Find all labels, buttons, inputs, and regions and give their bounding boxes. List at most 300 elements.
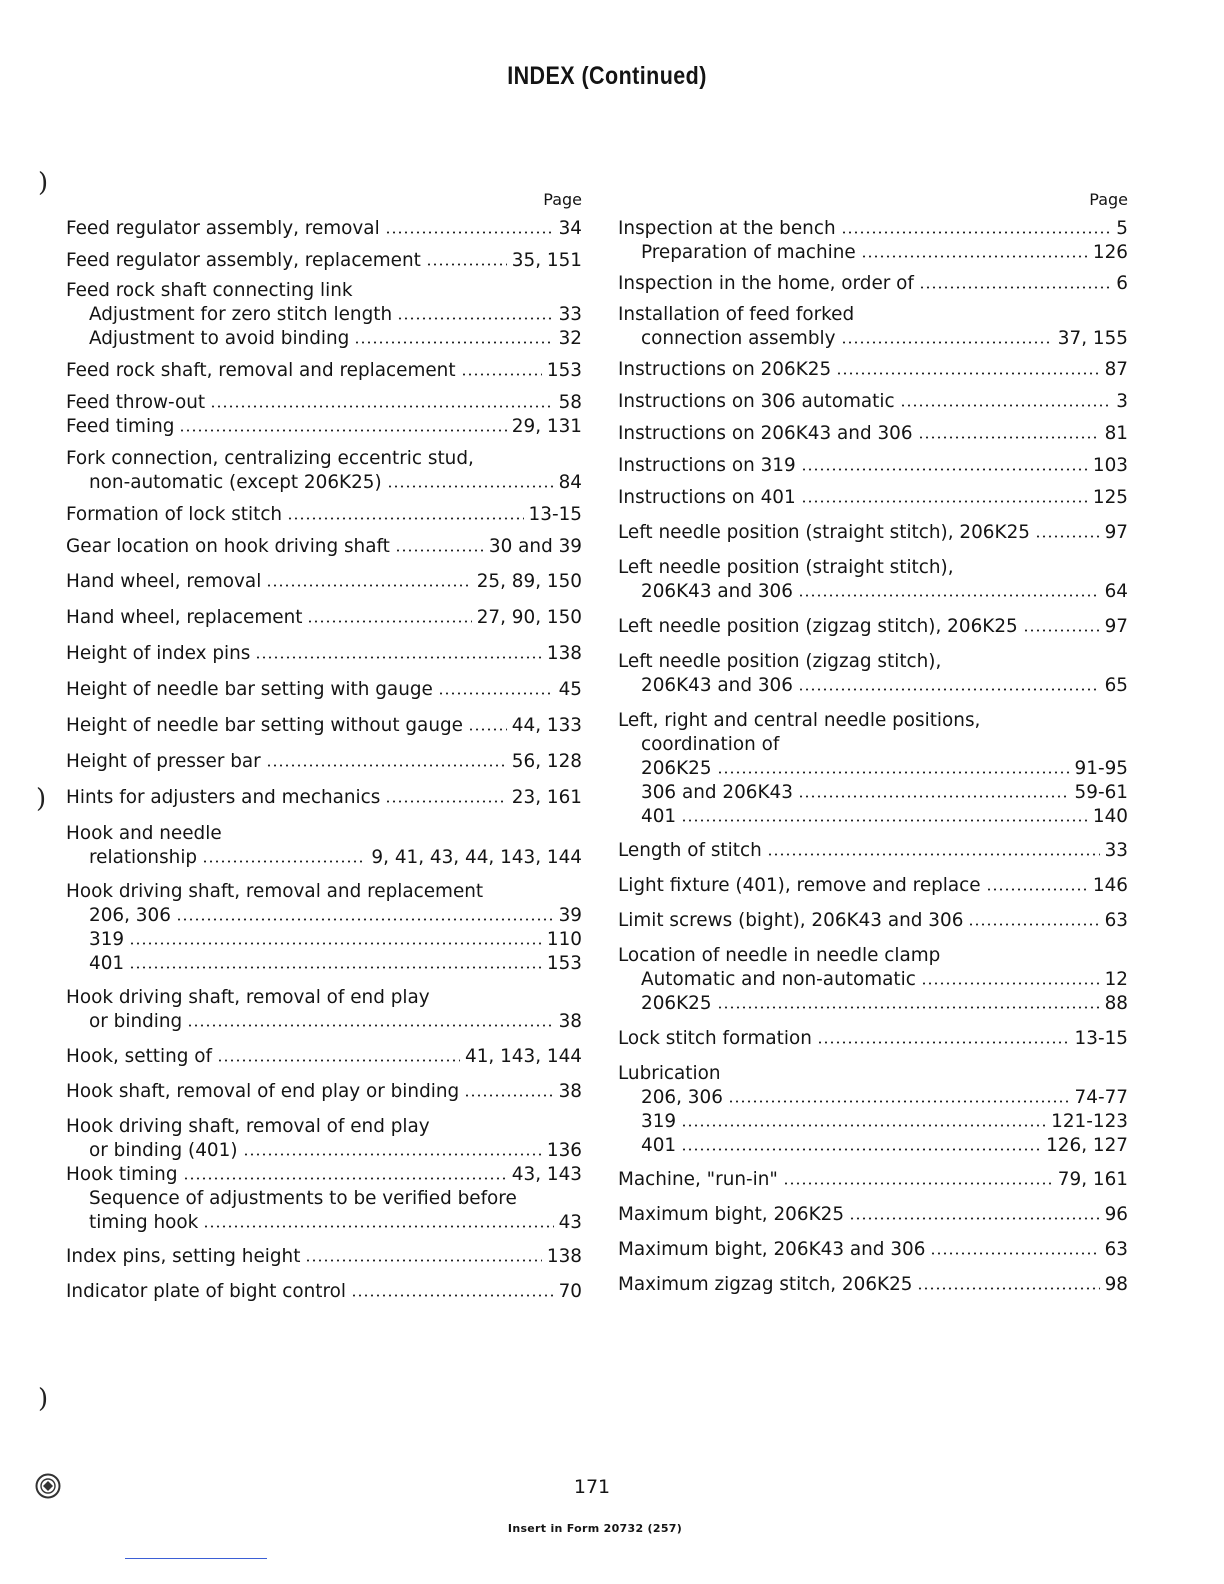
index-line (618, 580, 1128, 604)
index-term: Left needle position (zigzag stitch), 206K25 (618, 616, 1018, 637)
index-term: 206K43 and 306 (641, 581, 793, 602)
dot-leader (203, 1224, 553, 1229)
index-term: Sequence of adjustments to be verified before (89, 1188, 517, 1209)
index-entry (618, 874, 1128, 898)
index-term: 401 (89, 953, 125, 974)
index-term: timing hook (89, 1212, 199, 1233)
index-line (66, 1045, 582, 1069)
dot-leader (395, 548, 484, 553)
page-ref: 97 (1104, 616, 1128, 637)
index-entry (66, 642, 582, 666)
index-term: coordination of (641, 734, 780, 755)
page-ref: 96 (1104, 1204, 1128, 1225)
dot-leader (426, 262, 507, 267)
index-line (66, 1080, 582, 1104)
index-line (618, 709, 1128, 733)
index-entry (618, 944, 1128, 1016)
page-ref: 30 and 39 (488, 536, 582, 557)
index-line (66, 928, 582, 952)
page-ref: 27, 90, 150 (476, 607, 582, 628)
index-entry (66, 217, 582, 241)
index-line (66, 471, 582, 495)
page-ref: 56, 128 (511, 751, 582, 772)
page-ref: 32 (558, 328, 582, 349)
page-ref: 43 (558, 1212, 582, 1233)
page-ref: 13-15 (1074, 1028, 1128, 1049)
page-ref: 38 (558, 1081, 582, 1102)
page-ref: 121-123 (1051, 1111, 1128, 1132)
dot-leader (468, 727, 507, 732)
index-column-left (66, 190, 582, 1304)
index-term: Hook driving shaft, removal of end play (66, 1116, 430, 1137)
index-entry (618, 390, 1128, 414)
page-ref: 38 (558, 1011, 582, 1032)
index-term: Hook timing (66, 1164, 178, 1185)
index-term: Gear location on hook driving shaft (66, 536, 390, 557)
index-term: Hand wheel, replacement (66, 607, 303, 628)
index-entry (618, 839, 1128, 863)
index-term: Light fixture (401), remove and replace (618, 875, 981, 896)
index-line (618, 486, 1128, 510)
index-line (618, 805, 1128, 829)
dot-leader (836, 371, 1099, 376)
index-line (618, 422, 1128, 446)
index-entry (66, 750, 582, 774)
page-ref: 44, 133 (511, 715, 582, 736)
index-line (618, 1027, 1128, 1051)
index-entry (618, 1027, 1128, 1051)
dot-leader (919, 285, 1111, 290)
dot-leader (717, 1005, 1100, 1010)
dot-leader (387, 484, 554, 489)
dot-leader (930, 1251, 1099, 1256)
index-term: Feed throw-out (66, 392, 206, 413)
index-line (66, 1245, 582, 1269)
index-entry (66, 447, 582, 495)
page-ref: 13-15 (528, 504, 582, 525)
index-term: Instructions on 306 automatic (618, 391, 895, 412)
index-term: Feed rock shaft connecting link (66, 280, 353, 301)
dot-leader (176, 917, 554, 922)
index-line (618, 674, 1128, 698)
page-column-header: Page (1089, 190, 1128, 209)
page-ref: 5 (1116, 218, 1128, 239)
page-ref: 6 (1116, 273, 1128, 294)
index-term: Height of presser bar (66, 751, 261, 772)
dot-leader (129, 965, 542, 970)
page-ref: 29, 131 (511, 416, 582, 437)
index-term: Instructions on 206K25 (618, 359, 832, 380)
index-entry (66, 249, 582, 273)
index-line (66, 846, 582, 870)
index-line (618, 217, 1128, 241)
index-term: Lubrication (618, 1063, 721, 1084)
binding-mark: ) (36, 784, 47, 814)
index-line (66, 1280, 582, 1304)
index-entry (618, 615, 1128, 639)
index-line (66, 327, 582, 351)
index-line (66, 359, 582, 383)
index-entry (66, 503, 582, 527)
index-line (618, 272, 1128, 296)
index-line (618, 1134, 1128, 1158)
dot-leader (305, 1258, 541, 1263)
index-entry (66, 986, 582, 1034)
index-term: Left needle position (zigzag stitch), (618, 651, 942, 672)
index-term: Feed regulator assembly, removal (66, 218, 380, 239)
page-ref: 35, 151 (511, 250, 582, 271)
dot-leader (129, 941, 542, 946)
index-term: 206K25 (641, 993, 712, 1014)
index-entry (66, 391, 582, 439)
index-term: Limit screws (bight), 206K43 and 306 (618, 910, 964, 931)
dot-leader (717, 770, 1070, 775)
index-term: Maximum zigzag stitch, 206K25 (618, 1274, 913, 1295)
index-term: Hook and needle (66, 823, 222, 844)
index-line (618, 1238, 1128, 1262)
index-term: Fork connection, centralizing eccentric stud, (66, 448, 474, 469)
index-line (618, 909, 1128, 933)
dot-leader (921, 981, 1100, 986)
binding-mark: ) (38, 1384, 49, 1414)
dot-leader (385, 799, 506, 804)
index-line (66, 391, 582, 415)
index-entry (66, 1280, 582, 1304)
index-entry (618, 1168, 1128, 1192)
page-ref: 91-95 (1074, 758, 1128, 779)
index-entry (66, 1080, 582, 1104)
index-term: Location of needle in needle clamp (618, 945, 941, 966)
page-ref: 25, 89, 150 (476, 571, 582, 592)
dot-leader (681, 818, 1088, 823)
index-line (618, 1110, 1128, 1134)
page-ref: 63 (1104, 910, 1128, 931)
dot-leader (801, 467, 1088, 472)
index-line (66, 904, 582, 928)
index-term: Preparation of machine (641, 242, 856, 263)
index-term: Maximum bight, 206K25 (618, 1204, 845, 1225)
page-ref: 39 (558, 905, 582, 926)
index-line (66, 642, 582, 666)
index-column-right (618, 190, 1128, 1297)
dot-leader (798, 593, 1100, 598)
dot-leader (287, 516, 523, 521)
index-entry (618, 217, 1128, 265)
dot-leader (217, 1058, 460, 1063)
index-entry (66, 1045, 582, 1069)
page-ref: 74-77 (1074, 1087, 1128, 1108)
index-line (66, 1010, 582, 1034)
page-ref: 59-61 (1074, 782, 1128, 803)
index-line (618, 454, 1128, 478)
page-ref: 64 (1104, 581, 1128, 602)
index-line (618, 968, 1128, 992)
index-term: 401 (641, 1135, 677, 1156)
index-line (66, 786, 582, 810)
index-line (66, 415, 582, 439)
index-line (66, 714, 582, 738)
divider (125, 1558, 267, 1559)
page-ref: 110 (546, 929, 582, 950)
dot-leader (354, 340, 553, 345)
index-term: Height of index pins (66, 643, 251, 664)
index-entry (66, 606, 582, 630)
index-term: Adjustment for zero stitch length (89, 304, 393, 325)
page-ref: 79, 161 (1057, 1169, 1128, 1190)
index-term: Feed rock shaft, removal and replacement (66, 360, 456, 381)
footer-note: Insert in Form 20732 (257) (507, 1522, 683, 1535)
index-term: Formation of lock stitch (66, 504, 283, 525)
index-term: non-automatic (except 206K25) (89, 472, 382, 493)
index-term: connection assembly (641, 328, 836, 349)
index-entry (66, 714, 582, 738)
index-entry (618, 486, 1128, 510)
dot-leader (210, 404, 553, 409)
index-term: 206, 306 (89, 905, 171, 926)
index-line (618, 521, 1128, 545)
index-line (66, 1115, 582, 1139)
index-term: Feed regulator assembly, replacement (66, 250, 421, 271)
index-term: or binding (89, 1011, 183, 1032)
index-line (66, 1211, 582, 1235)
dot-leader (187, 1023, 553, 1028)
index-line (618, 733, 1128, 757)
index-term: Hand wheel, removal (66, 571, 262, 592)
index-entry (618, 454, 1128, 478)
index-term: Left needle position (straight stitch), 206K25 (618, 522, 1030, 543)
page-ref: 138 (546, 1246, 582, 1267)
index-term: Hook, setting of (66, 1046, 213, 1067)
index-entry (618, 358, 1128, 382)
index-line (618, 1168, 1128, 1192)
index-term: 319 (89, 929, 125, 950)
index-line (66, 1163, 582, 1187)
index-entry (66, 570, 582, 594)
index-entry (618, 1062, 1128, 1158)
dot-leader (918, 435, 1100, 440)
index-entry (618, 521, 1128, 545)
binding-mark: ) (38, 168, 49, 198)
page-ref: 136 (546, 1140, 582, 1161)
index-entry (618, 909, 1128, 933)
index-line (66, 952, 582, 976)
dot-leader (202, 859, 366, 864)
index-line (618, 944, 1128, 968)
dot-leader (681, 1147, 1041, 1152)
dot-leader (798, 687, 1100, 692)
index-title: INDEX (Continued) (507, 62, 707, 90)
page-ref: 153 (546, 953, 582, 974)
page-ref: 98 (1104, 1274, 1128, 1295)
index-term: Instructions on 401 (618, 487, 796, 508)
left-entries (66, 217, 582, 1304)
page-ref: 34 (558, 218, 582, 239)
dot-leader (1035, 534, 1100, 539)
index-term: Inspection at the bench (618, 218, 836, 239)
index-term: Hook shaft, removal of end play or binding (66, 1081, 460, 1102)
index-line (66, 503, 582, 527)
index-entry (66, 786, 582, 810)
dot-leader (461, 372, 542, 377)
dot-leader (728, 1099, 1070, 1104)
index-entry (66, 822, 582, 870)
index-line (66, 535, 582, 559)
index-entry (618, 1238, 1128, 1262)
index-line (618, 874, 1128, 898)
index-line (618, 1086, 1128, 1110)
index-line (66, 986, 582, 1010)
page-ref: 138 (546, 643, 582, 664)
index-term: Adjustment to avoid binding (89, 328, 350, 349)
dot-leader (266, 583, 471, 588)
index-term: or binding (401) (89, 1140, 238, 1161)
index-line (618, 1273, 1128, 1297)
index-entry (618, 422, 1128, 446)
index-line (618, 390, 1128, 414)
page-ref: 41, 143, 144 (465, 1046, 582, 1067)
index-term: Index pins, setting height (66, 1246, 301, 1267)
dot-leader (307, 619, 471, 624)
index-line (66, 750, 582, 774)
index-term: Length of stitch (618, 840, 762, 861)
index-entry (66, 880, 582, 976)
index-line (618, 992, 1128, 1016)
dot-leader (397, 316, 553, 321)
index-line (66, 1139, 582, 1163)
index-entry (66, 279, 582, 351)
index-entry (66, 1245, 582, 1269)
page-ref: 45 (558, 679, 582, 700)
index-term: 206K43 and 306 (641, 675, 793, 696)
page-ref: 140 (1092, 806, 1128, 827)
index-term: Lock stitch formation (618, 1028, 812, 1049)
page-ref: 3 (1116, 391, 1128, 412)
index-term: Hook driving shaft, removal and replacement (66, 881, 484, 902)
dot-leader (464, 1093, 553, 1098)
right-entries (618, 217, 1128, 1297)
index-line (66, 1187, 582, 1211)
index-term: Hook driving shaft, removal of end play (66, 987, 430, 1008)
index-entry (618, 556, 1128, 604)
page-column-header: Page (543, 190, 582, 209)
page-ref: 126 (1092, 242, 1128, 263)
index-line (66, 249, 582, 273)
page-ref: 81 (1104, 423, 1128, 444)
index-line (618, 1203, 1128, 1227)
index-line (66, 447, 582, 471)
page-ref: 153 (546, 360, 582, 381)
index-term: relationship (89, 847, 198, 868)
index-entry (66, 359, 582, 383)
page-ref: 33 (1104, 840, 1128, 861)
index-term: 206K25 (641, 758, 712, 779)
dot-leader (849, 1216, 1100, 1221)
index-term: Inspection in the home, order of (618, 273, 914, 294)
index-line (618, 615, 1128, 639)
index-term: Feed timing (66, 416, 175, 437)
index-line (618, 241, 1128, 265)
dot-leader (385, 230, 554, 235)
index-line (66, 217, 582, 241)
index-entry (66, 535, 582, 559)
index-term: Height of needle bar setting with gauge (66, 679, 433, 700)
index-line (66, 880, 582, 904)
index-line (618, 303, 1128, 327)
dot-leader (243, 1152, 542, 1157)
page-ref: 125 (1092, 487, 1128, 508)
index-term: 206, 306 (641, 1087, 723, 1108)
index-term: 401 (641, 806, 677, 827)
dot-leader (1023, 628, 1100, 633)
dot-leader (817, 1040, 1070, 1045)
page-ref: 70 (558, 1281, 582, 1302)
dot-leader (266, 763, 507, 768)
page-ref: 88 (1104, 993, 1128, 1014)
index-entry (618, 272, 1128, 296)
dot-leader (783, 1181, 1053, 1186)
page-ref: 58 (558, 392, 582, 413)
index-line (66, 279, 582, 303)
index-line (66, 570, 582, 594)
page-ref: 97 (1104, 522, 1128, 543)
index-line (618, 556, 1128, 580)
dot-leader (841, 340, 1053, 345)
index-term: Instructions on 319 (618, 455, 796, 476)
dot-leader (681, 1123, 1046, 1128)
index-line (618, 781, 1128, 805)
index-entry (618, 650, 1128, 698)
index-term: Indicator plate of bight control (66, 1281, 347, 1302)
page-ref: 33 (558, 304, 582, 325)
index-line (618, 757, 1128, 781)
page-ref: 103 (1092, 455, 1128, 476)
index-term: 306 and 206K43 (641, 782, 793, 803)
index-entry (618, 709, 1128, 829)
index-term: Automatic and non-automatic (641, 969, 916, 990)
page-ref: 43, 143 (511, 1164, 582, 1185)
page-ref: 146 (1092, 875, 1128, 896)
page-number: 171 (573, 1476, 611, 1498)
dot-leader (841, 230, 1112, 235)
index-term: 319 (641, 1111, 677, 1132)
dot-leader (917, 1286, 1099, 1291)
page-ref: 84 (558, 472, 582, 493)
page-ref: 126, 127 (1046, 1135, 1128, 1156)
index-entry (66, 1115, 582, 1235)
index-term: Left needle position (straight stitch), (618, 557, 954, 578)
index-line (618, 327, 1128, 351)
page-ref: 23, 161 (511, 787, 582, 808)
dot-leader (900, 403, 1112, 408)
page-ref: 65 (1104, 675, 1128, 696)
dot-leader (968, 922, 1099, 927)
index-line (66, 303, 582, 327)
index-entry (66, 678, 582, 702)
dot-leader (767, 852, 1100, 857)
dot-leader (986, 887, 1088, 892)
dot-leader (798, 794, 1070, 799)
page-ref: 12 (1104, 969, 1128, 990)
index-term: Machine, "run-in" (618, 1169, 778, 1190)
dot-leader (438, 691, 554, 696)
index-line (66, 822, 582, 846)
page-ref: 37, 155 (1057, 328, 1128, 349)
index-term: Instructions on 206K43 and 306 (618, 423, 913, 444)
index-line (66, 678, 582, 702)
dot-leader (801, 499, 1088, 504)
index-term: Height of needle bar setting without gauge (66, 715, 463, 736)
page-ref: 9, 41, 43, 44, 143, 144 (371, 847, 582, 868)
